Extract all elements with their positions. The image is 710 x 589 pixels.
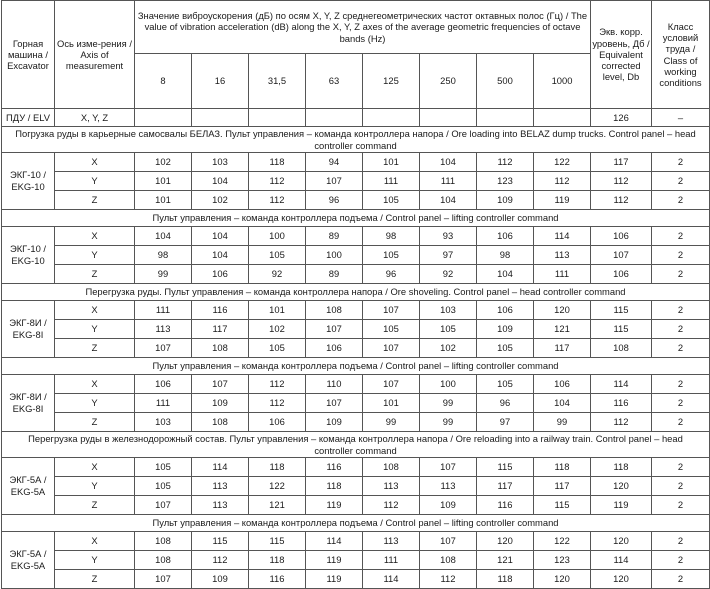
value-cell: 117 bbox=[534, 477, 591, 496]
value-cell: 99 bbox=[534, 413, 591, 432]
value-cell: 112 bbox=[249, 394, 306, 413]
value-cell: 104 bbox=[192, 227, 249, 246]
section-title: Пульт управления – команда контроллера подъема / Control panel – lifting controller command bbox=[2, 515, 710, 532]
value-cell: 115 bbox=[534, 496, 591, 515]
class-cell: 2 bbox=[652, 227, 710, 246]
table-row bbox=[2, 320, 710, 339]
value-cell: 111 bbox=[135, 301, 192, 320]
class-cell: 2 bbox=[652, 458, 710, 477]
header-machine: Горная машина / Excavator bbox=[2, 1, 55, 109]
value-cell: 103 bbox=[420, 301, 477, 320]
value-cell: 123 bbox=[477, 172, 534, 191]
level-cell: 115 bbox=[591, 301, 652, 320]
value-cell: 121 bbox=[534, 320, 591, 339]
value-cell: 108 bbox=[192, 413, 249, 432]
value-cell: 105 bbox=[477, 339, 534, 358]
level-cell: 119 bbox=[591, 496, 652, 515]
value-cell: 93 bbox=[420, 227, 477, 246]
class-cell: 2 bbox=[652, 551, 710, 570]
value-cell: 104 bbox=[192, 246, 249, 265]
value-cell: 106 bbox=[135, 375, 192, 394]
value-cell: 96 bbox=[477, 394, 534, 413]
value-cell: 117 bbox=[477, 477, 534, 496]
value-cell: 120 bbox=[534, 301, 591, 320]
axis-cell: Z bbox=[55, 413, 135, 432]
value-cell: 117 bbox=[192, 320, 249, 339]
value-cell: 119 bbox=[534, 191, 591, 210]
value-cell: 98 bbox=[363, 227, 420, 246]
value-cell: 119 bbox=[306, 570, 363, 589]
level-cell: 116 bbox=[591, 394, 652, 413]
value-cell: 99 bbox=[363, 413, 420, 432]
class-cell: 2 bbox=[652, 339, 710, 358]
level-cell: 108 bbox=[591, 339, 652, 358]
vibration-table bbox=[1, 0, 710, 589]
value-cell: 99 bbox=[420, 394, 477, 413]
level-cell: 106 bbox=[591, 227, 652, 246]
axis-cell: X bbox=[55, 458, 135, 477]
level-cell: 107 bbox=[591, 246, 652, 265]
value-cell: 120 bbox=[477, 532, 534, 551]
value-cell: 109 bbox=[192, 394, 249, 413]
table-row bbox=[2, 458, 710, 477]
header-frequency: 250 bbox=[420, 54, 477, 109]
value-cell: 111 bbox=[363, 172, 420, 191]
value-cell: 106 bbox=[306, 339, 363, 358]
value-cell: 116 bbox=[249, 570, 306, 589]
header-frequency: 31,5 bbox=[249, 54, 306, 109]
pdu-level: 126 bbox=[591, 109, 652, 127]
class-cell: 2 bbox=[652, 246, 710, 265]
section-title: Пульт управления – команда контроллера подъема / Control panel – lifting controller command bbox=[2, 358, 710, 375]
value-cell: 118 bbox=[249, 153, 306, 172]
value-cell: 106 bbox=[534, 375, 591, 394]
value-cell: 94 bbox=[306, 153, 363, 172]
class-cell: 2 bbox=[652, 191, 710, 210]
value-cell: 119 bbox=[306, 551, 363, 570]
level-cell: 118 bbox=[591, 458, 652, 477]
header-frequency: 8 bbox=[135, 54, 192, 109]
value-cell: 114 bbox=[363, 570, 420, 589]
table-row bbox=[2, 153, 710, 172]
value-cell: 105 bbox=[420, 320, 477, 339]
value-cell: 107 bbox=[420, 532, 477, 551]
value-cell: 101 bbox=[363, 153, 420, 172]
value-cell: 107 bbox=[306, 320, 363, 339]
value-cell: 115 bbox=[249, 532, 306, 551]
table-row bbox=[2, 301, 710, 320]
table-row bbox=[2, 477, 710, 496]
header-frequency: 500 bbox=[477, 54, 534, 109]
level-cell: 112 bbox=[591, 413, 652, 432]
axis-cell: Y bbox=[55, 477, 135, 496]
value-cell: 108 bbox=[135, 532, 192, 551]
level-cell: 112 bbox=[591, 172, 652, 191]
value-cell: 121 bbox=[249, 496, 306, 515]
value-cell: 113 bbox=[534, 246, 591, 265]
value-cell: 105 bbox=[249, 339, 306, 358]
value-cell: 102 bbox=[249, 320, 306, 339]
header-vibration: Значение виброускорения (дБ) по осям X, Y, Z среднегеометрических частот октавных полос (Гц) / The value of vibration acceleration (dB) along the X, Y, Z axes of the average geometric frequencies of octave bands (Hz) bbox=[135, 1, 591, 54]
value-cell: 104 bbox=[477, 265, 534, 284]
class-cell: 2 bbox=[652, 570, 710, 589]
value-cell: 99 bbox=[135, 265, 192, 284]
value-cell: 109 bbox=[306, 413, 363, 432]
value-cell: 117 bbox=[534, 339, 591, 358]
value-cell: 114 bbox=[534, 227, 591, 246]
value-cell: 109 bbox=[477, 191, 534, 210]
axis-cell: X bbox=[55, 227, 135, 246]
value-cell: 120 bbox=[534, 570, 591, 589]
value-cell: 89 bbox=[306, 265, 363, 284]
value-cell: 118 bbox=[477, 570, 534, 589]
value-cell: 112 bbox=[192, 551, 249, 570]
value-cell: 100 bbox=[249, 227, 306, 246]
value-cell: 107 bbox=[363, 375, 420, 394]
value-cell: 102 bbox=[135, 153, 192, 172]
section-title: Перегрузка руды. Пульт управления – команда контроллера напора / Ore shoveling. Control panel – head controller command bbox=[2, 284, 710, 301]
machine-cell: ЭКГ-10 / EKG-10 bbox=[2, 153, 55, 210]
value-cell: 108 bbox=[306, 301, 363, 320]
level-cell: 120 bbox=[591, 570, 652, 589]
axis-cell: Z bbox=[55, 191, 135, 210]
value-cell: 116 bbox=[192, 301, 249, 320]
value-cell: 98 bbox=[477, 246, 534, 265]
value-cell: 112 bbox=[534, 172, 591, 191]
axis-cell: Z bbox=[55, 496, 135, 515]
level-cell: 115 bbox=[591, 320, 652, 339]
value-cell: 109 bbox=[192, 570, 249, 589]
axis-cell: Y bbox=[55, 320, 135, 339]
value-cell: 104 bbox=[420, 153, 477, 172]
header-frequency: 63 bbox=[306, 54, 363, 109]
axis-cell: Z bbox=[55, 339, 135, 358]
value-cell: 104 bbox=[420, 191, 477, 210]
level-cell: 106 bbox=[591, 265, 652, 284]
class-cell: 2 bbox=[652, 265, 710, 284]
table-row bbox=[2, 246, 710, 265]
value-cell: 103 bbox=[135, 413, 192, 432]
value-cell: 104 bbox=[192, 172, 249, 191]
value-cell: 106 bbox=[192, 265, 249, 284]
value-cell: 104 bbox=[534, 394, 591, 413]
class-cell: 2 bbox=[652, 413, 710, 432]
machine-cell: ЭКГ-5А / EKG-5A bbox=[2, 458, 55, 515]
value-cell: 118 bbox=[306, 477, 363, 496]
axis-cell: Y bbox=[55, 551, 135, 570]
axis-cell: X bbox=[55, 375, 135, 394]
value-cell: 107 bbox=[192, 375, 249, 394]
value-cell: 122 bbox=[249, 477, 306, 496]
level-cell: 120 bbox=[591, 532, 652, 551]
value-cell: 122 bbox=[534, 532, 591, 551]
value-cell: 107 bbox=[135, 570, 192, 589]
axis-cell: Y bbox=[55, 246, 135, 265]
value-cell: 107 bbox=[306, 172, 363, 191]
value-cell: 101 bbox=[363, 394, 420, 413]
value-cell: 98 bbox=[135, 246, 192, 265]
value-cell: 107 bbox=[363, 339, 420, 358]
value-cell: 113 bbox=[363, 532, 420, 551]
value-cell: 118 bbox=[534, 458, 591, 477]
section-title: Пульт управления – команда контроллера подъема / Control panel – lifting controller command bbox=[2, 210, 710, 227]
class-cell: 2 bbox=[652, 496, 710, 515]
value-cell: 101 bbox=[135, 191, 192, 210]
value-cell: 111 bbox=[534, 265, 591, 284]
value-cell: 119 bbox=[306, 496, 363, 515]
table-row bbox=[2, 191, 710, 210]
value-cell: 104 bbox=[135, 227, 192, 246]
value-cell: 106 bbox=[477, 301, 534, 320]
value-cell: 111 bbox=[420, 172, 477, 191]
table-row bbox=[2, 375, 710, 394]
value-cell: 110 bbox=[306, 375, 363, 394]
value-cell: 112 bbox=[249, 375, 306, 394]
class-cell: 2 bbox=[652, 172, 710, 191]
value-cell: 96 bbox=[363, 265, 420, 284]
table-row bbox=[2, 413, 710, 432]
axis-cell: X bbox=[55, 532, 135, 551]
value-cell: 105 bbox=[477, 375, 534, 394]
header-axis: Ось изме-рения / Axis of measurement bbox=[55, 1, 135, 109]
value-cell: 92 bbox=[420, 265, 477, 284]
table-row bbox=[2, 496, 710, 515]
header-frequency: 1000 bbox=[534, 54, 591, 109]
value-cell: 113 bbox=[420, 477, 477, 496]
level-cell: 114 bbox=[591, 375, 652, 394]
value-cell: 112 bbox=[363, 496, 420, 515]
value-cell: 107 bbox=[420, 458, 477, 477]
value-cell: 114 bbox=[192, 458, 249, 477]
machine-cell: ЭКГ-10 / EKG-10 bbox=[2, 227, 55, 284]
table-row bbox=[2, 551, 710, 570]
value-cell: 108 bbox=[192, 339, 249, 358]
value-cell: 114 bbox=[306, 532, 363, 551]
class-cell: 2 bbox=[652, 301, 710, 320]
header-frequency: 125 bbox=[363, 54, 420, 109]
value-cell: 111 bbox=[135, 394, 192, 413]
pdu-label: ПДУ / ELV bbox=[2, 109, 55, 127]
axis-cell: X bbox=[55, 301, 135, 320]
machine-cell: ЭКГ-5А / EKG-5A bbox=[2, 532, 55, 589]
value-cell: 113 bbox=[363, 477, 420, 496]
level-cell: 117 bbox=[591, 153, 652, 172]
value-cell: 108 bbox=[363, 458, 420, 477]
value-cell: 99 bbox=[420, 413, 477, 432]
value-cell: 121 bbox=[477, 551, 534, 570]
section-title: Погрузка руды в карьерные самосвалы БЕЛАЗ. Пульт управления – команда контроллера напора / Ore loading into BELAZ dump trucks. Control panel – head controller command bbox=[2, 127, 710, 153]
header-equivalent-level: Экв. корр. уровень, Дб / Equivalent corrected level, Db bbox=[591, 1, 652, 109]
value-cell: 109 bbox=[477, 320, 534, 339]
value-cell: 101 bbox=[249, 301, 306, 320]
value-cell: 112 bbox=[420, 570, 477, 589]
level-cell: 120 bbox=[591, 477, 652, 496]
class-cell: 2 bbox=[652, 394, 710, 413]
value-cell: 112 bbox=[249, 172, 306, 191]
table-row bbox=[2, 570, 710, 589]
table-row bbox=[2, 339, 710, 358]
table-row bbox=[2, 172, 710, 191]
value-cell: 108 bbox=[135, 551, 192, 570]
value-cell: 102 bbox=[420, 339, 477, 358]
axis-cell: Z bbox=[55, 570, 135, 589]
value-cell: 123 bbox=[534, 551, 591, 570]
value-cell: 108 bbox=[420, 551, 477, 570]
value-cell: 113 bbox=[135, 320, 192, 339]
value-cell: 107 bbox=[306, 394, 363, 413]
axis-cell: Y bbox=[55, 172, 135, 191]
value-cell: 97 bbox=[420, 246, 477, 265]
class-cell: 2 bbox=[652, 375, 710, 394]
value-cell: 92 bbox=[249, 265, 306, 284]
value-cell: 112 bbox=[249, 191, 306, 210]
axis-cell: X bbox=[55, 153, 135, 172]
class-cell: 2 bbox=[652, 477, 710, 496]
value-cell: 116 bbox=[306, 458, 363, 477]
machine-cell: ЭКГ-8И / EKG-8I bbox=[2, 301, 55, 358]
class-cell: 2 bbox=[652, 532, 710, 551]
value-cell: 96 bbox=[306, 191, 363, 210]
value-cell: 113 bbox=[192, 477, 249, 496]
value-cell: 107 bbox=[363, 301, 420, 320]
value-cell: 118 bbox=[249, 551, 306, 570]
value-cell: 105 bbox=[135, 458, 192, 477]
value-cell: 100 bbox=[306, 246, 363, 265]
axis-cell: Z bbox=[55, 265, 135, 284]
value-cell: 118 bbox=[249, 458, 306, 477]
value-cell: 113 bbox=[192, 496, 249, 515]
header-frequency: 16 bbox=[192, 54, 249, 109]
value-cell: 97 bbox=[477, 413, 534, 432]
value-cell: 115 bbox=[477, 458, 534, 477]
pdu-axes: X, Y, Z bbox=[55, 109, 135, 127]
class-cell: 2 bbox=[652, 153, 710, 172]
value-cell: 109 bbox=[420, 496, 477, 515]
value-cell: 105 bbox=[363, 191, 420, 210]
value-cell: 111 bbox=[363, 551, 420, 570]
value-cell: 105 bbox=[249, 246, 306, 265]
section-title: Перегрузка руды в железнодорожный состав. Пульт управления – команда контроллера напора / Ore reloading into a railway train. Control panel – head controller command bbox=[2, 432, 710, 458]
class-cell: 2 bbox=[652, 320, 710, 339]
value-cell: 107 bbox=[135, 496, 192, 515]
value-cell: 103 bbox=[192, 153, 249, 172]
value-cell: 106 bbox=[477, 227, 534, 246]
pdu-row bbox=[2, 109, 710, 127]
table-row bbox=[2, 227, 710, 246]
table-row bbox=[2, 532, 710, 551]
value-cell: 106 bbox=[249, 413, 306, 432]
machine-cell: ЭКГ-8И / EKG-8I bbox=[2, 375, 55, 432]
value-cell: 107 bbox=[135, 339, 192, 358]
table-row bbox=[2, 394, 710, 413]
value-cell: 105 bbox=[363, 246, 420, 265]
value-cell: 112 bbox=[477, 153, 534, 172]
value-cell: 101 bbox=[135, 172, 192, 191]
table-row bbox=[2, 265, 710, 284]
axis-cell: Y bbox=[55, 394, 135, 413]
value-cell: 105 bbox=[363, 320, 420, 339]
header-class: Класс условий труда / Class of working conditions bbox=[652, 1, 710, 109]
level-cell: 114 bbox=[591, 551, 652, 570]
value-cell: 100 bbox=[420, 375, 477, 394]
value-cell: 115 bbox=[192, 532, 249, 551]
value-cell: 116 bbox=[477, 496, 534, 515]
value-cell: 89 bbox=[306, 227, 363, 246]
value-cell: 122 bbox=[534, 153, 591, 172]
value-cell: 102 bbox=[192, 191, 249, 210]
pdu-class: – bbox=[652, 109, 710, 127]
level-cell: 112 bbox=[591, 191, 652, 210]
value-cell: 105 bbox=[135, 477, 192, 496]
